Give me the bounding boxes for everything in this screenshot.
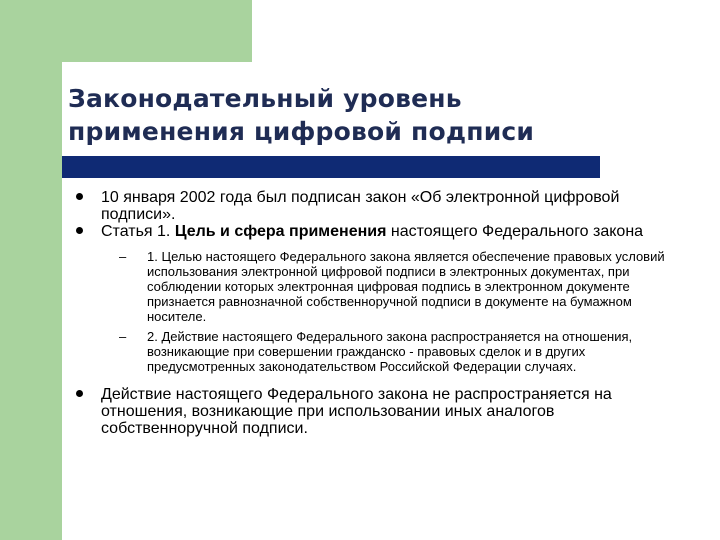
bullet-list [74,189,674,437]
dash-bullet-icon: – [119,249,127,264]
bullet-text: Действие настоящего Федерального закона не распространяется на отношения, возникающие при использовании иных аналогов собственноручной подписи. [101,386,612,437]
bullet-text-suffix: настоящего Федерального закона [386,223,644,240]
slide-title-line-1: Законодательный уровень [68,84,462,113]
sub-bullet-text: 1. Целью настоящего Федерального закона является обеспечение правовых условий использования электронной цифровой подписи в электронных документах, при соблюдении которых электронная цифровая подпись в электронном документе признается равнозначной собственноручной подписи в документе на бумажном носителе. [147,249,665,324]
sub-bullet-text: 2. Действие настоящего Федерального закона распространяется на отношения, возникающие при совершении гражданско - правовых сделок и в других предусмотренных законодательством Российской Федерации случаях. [147,329,633,374]
dash-bullet-icon: – [119,329,127,344]
title-underline-bar [62,156,600,178]
bullet-text-prefix: Статья 1. [101,223,175,240]
sub-bullet-list [101,249,674,374]
slide-title-line-2: применения цифровой подписи [68,117,535,146]
bullet-dot-icon [76,193,83,200]
slide-body [74,189,674,437]
bullet-item-exclusion [74,386,674,437]
sub-bullet-item-purpose [101,249,674,324]
bullet-text: 10 января 2002 года был подписан закон «Об электронной цифровой подписи». [101,189,620,223]
sub-bullet-item-scope [101,329,674,374]
bullet-dot-icon [76,390,83,397]
bullet-dot-icon [76,227,83,234]
bullet-text-bold: Цель и сфера применения [174,223,387,240]
bullet-item-law-signed [74,189,674,223]
decorative-green-strip-left [0,0,62,540]
bullet-item-article-1 [74,223,674,374]
slide-title [68,82,668,148]
